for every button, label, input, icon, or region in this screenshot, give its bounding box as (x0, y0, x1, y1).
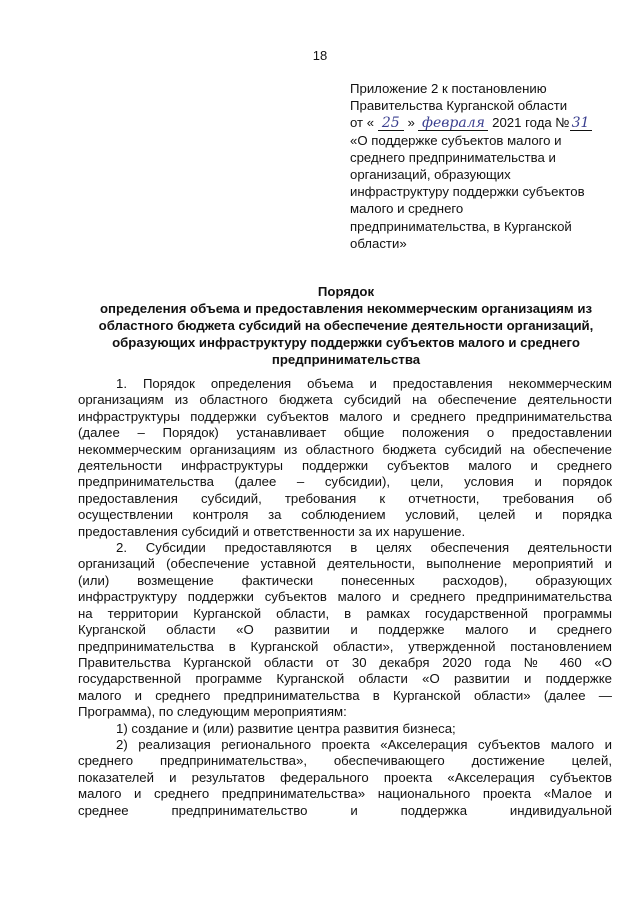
paragraph-1-line: 1. Порядок определения объема и предоставления некоммерческим (116, 376, 612, 391)
document-body (78, 376, 612, 819)
date-mid: » (407, 115, 415, 131)
date-prefix: от « (350, 115, 375, 131)
paragraph-1-line: инфраструктуры поддержки субъектов малого и среднего предпринимательства (78, 408, 612, 424)
paragraph-2-line: организаций (обеспечение уставной деятельности, выполнение мероприятий и (78, 556, 612, 572)
appendix-line-2: Правительства Курганской области (350, 98, 568, 114)
list-item-2-line: малого и среднего предпринимательства» национального проекта «Малое и (78, 786, 612, 802)
title-line: областного бюджета субсидий на обеспечение деятельности организаций, (98, 318, 594, 333)
paragraph-2-line: малого и среднего предпринимательства в Курганской области» (далее — (78, 687, 612, 703)
list-item-2-line: 2) реализация регионального проекта «Акселерация субъектов малого и (116, 736, 612, 752)
appendix-date-line (350, 114, 618, 131)
appendix-subject-line: «О поддержке субъектов малого и (350, 132, 562, 148)
date-year: 2021 года № (492, 115, 570, 131)
paragraph-1-line: предпринимательства (далее – субсидии), цели, условия и порядок (78, 474, 612, 490)
paragraph-2-line: Правительства Курганской области от 30 декабря 2020 года № 460 «О (78, 654, 612, 670)
appendix-subject-line: предпринимательства, в Курганской (350, 218, 572, 234)
appendix-line-1: Приложение 2 к постановлению (350, 81, 547, 96)
appendix-subject-line: инфраструктуру поддержки субъектов (350, 184, 585, 200)
paragraph-2-line: предпринимательства в Курганской области», утвержденной постановлением (78, 638, 612, 654)
paragraph-1-line: (далее – Порядок) устанавливает общие положения о предоставлении (78, 425, 612, 441)
paragraph-2-line: государственной программе Курганской области «О развитии и поддержке (78, 671, 612, 687)
handwritten-month: февраля (418, 116, 488, 131)
paragraph-2-line: инфраструктуру поддержки субъектов малого и среднего предпринимательства (78, 589, 612, 605)
appendix-subject-line: области» (350, 235, 407, 251)
list-item-1-line: 1) создание и (или) развитие центра развития бизнеса; (116, 720, 456, 736)
appendix-subject-line: малого и среднего (350, 201, 464, 217)
document-title (78, 283, 614, 368)
list-item-2-line: среднее предпринимательство и поддержка индивидуальной (78, 802, 612, 818)
appendix-block (350, 80, 618, 252)
paragraph-2-line: Программа), по следующим мероприятиям: (78, 704, 347, 720)
paragraph-1-line: предоставления субсидий, требования к отчетности, требования об (78, 490, 612, 506)
handwritten-day: 25 (378, 116, 404, 131)
title-line: образующих инфраструктуру поддержки субъектов малого и среднего (112, 335, 580, 350)
title-line: предпринимательства (271, 352, 421, 367)
paragraph-2-line: 2. Субсидии предоставляются в целях обеспечения деятельности (116, 540, 612, 556)
list-item-2-line: показателей и результатов федерального проекта «Акселерация субъектов (78, 769, 612, 785)
list-item-2-line: среднего предпринимательства», обеспечивающего достижение целей, (78, 753, 612, 769)
appendix-subject-line: среднего предпринимательства и (350, 149, 556, 165)
title-heading: Порядок (317, 284, 375, 299)
paragraph-2-line: (или) возмещение фактически понесенных расходов), образующих (78, 572, 612, 588)
paragraph-1-line: организациям из областного бюджета субсидий на обеспечение деятельности (78, 392, 612, 408)
paragraph-1-line: предоставления субсидий и ответственности за их нарушение. (78, 523, 466, 539)
paragraph-1-line: некоммерческим организациям из областного бюджета субсидий на обеспечение (78, 441, 612, 457)
paragraph-1-line: осуществлении контроля за соблюдением условий, целей и порядка (78, 507, 612, 523)
handwritten-doc-number: 31 (570, 116, 592, 131)
paragraph-2-line: Курганской области «О развитии и поддержке малого и среднего (78, 622, 612, 638)
appendix-subject-line: организаций, образующих (350, 167, 511, 183)
page-number: 18 (312, 48, 328, 63)
paragraph-2-line: на территории Курганской области, в рамках государственной программы (78, 605, 612, 621)
title-line: определения объема и предоставления некоммерческим организациям из (99, 301, 593, 316)
paragraph-1-line: деятельности инфраструктуры поддержки субъектов малого и среднего (78, 458, 612, 474)
